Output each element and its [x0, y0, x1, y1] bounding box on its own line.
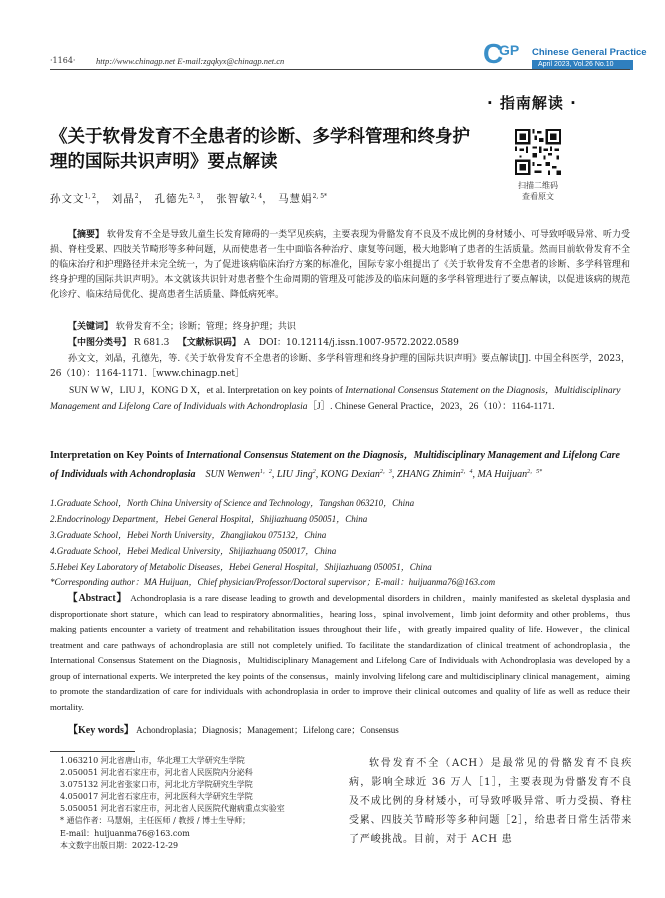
logo-mark-gp: GP — [499, 42, 520, 58]
author-name: 孔德先 — [154, 193, 189, 205]
header-rule — [50, 69, 630, 70]
clc-value: R 681.3 — [133, 338, 170, 348]
citation-en — [50, 384, 630, 415]
footnotes — [50, 755, 340, 852]
citation-en-suffix: ［J］. Chinese General Practice，2023，26（10）：1164-1171. — [307, 401, 555, 412]
english-title-block: Interpretation on Key Points of International Consensus Statement on the Diagnosis，Multidisciplinary Management and Lifelong Care of Individuals with Achondroplasia SUN Wenwen$^{1,2}$, LIU Jing$^2$, KONG Dexian$^{2,3}$, ZHANG Zhimin$^{2,4}$, MA Huijuan$^{2,5*}$ — [50, 450, 620, 480]
keywords-en-text: Achondroplasia；Diagnosis；Management；Lifelong care；Consensus — [136, 725, 399, 735]
doi-text[interactable]: DOI：10.12114/j.issn.1007-9572.2022.0589 — [258, 338, 459, 348]
footnote-line: 1.063210 河北省唐山市，华北理工大学研究生学院 — [60, 756, 245, 765]
en-author: SUN Wenwen — [205, 469, 260, 480]
en-author: ZHANG Zhimin — [396, 469, 461, 480]
en-author-sup: 2，5* — [527, 469, 543, 475]
logo-mark-c: C — [483, 38, 504, 69]
author-sup: 2 — [134, 193, 139, 200]
en-author-sup: 1，2 — [259, 469, 272, 475]
author-name: 孙文文 — [50, 193, 85, 205]
author-name: 马慧娟 — [278, 193, 313, 205]
article-title: 《关于软骨发育不全患者的诊断、多学科管理和终身护理的国际共识声明》要点解读 — [50, 127, 470, 172]
journal-issue: April 2023, Vol.26 No.10 — [532, 60, 633, 70]
affiliation-2: 2.Endocrinology Department，Hebei General Hospital，Shijiazhuang 050051，China — [50, 514, 368, 524]
author-sup: 2, 5* — [312, 193, 328, 200]
keywords-en-label: 【Key words】 — [68, 725, 134, 736]
keywords-cn-label: 【关键词】 — [68, 322, 114, 332]
en-title-lead: Interpretation on Key Points of — [50, 450, 187, 461]
keywords-cn — [50, 320, 630, 335]
abstract-en-label: 【Abstract】 — [67, 593, 128, 604]
body-paragraph: 软骨发育不全（ACH）是最常见的骨骼发育不良疾病，影响全球近 36 万人［1］，主要表现为骨骼发育不良及不成比例的身材矮小，可导致呼吸异常、听力受损、脊柱受累、四肢关节畸形等多种问题［2］，给患者日常生活带来了严峻挑战。目前，对于 ACH 患 — [349, 758, 632, 845]
corresponding-author: *Corresponding author：MA Huijuan，Chief physician/Professor/Doctoral supervisor；E-mail：huijuanma76@163.com — [50, 577, 496, 587]
en-author-sup: 2 — [312, 469, 316, 475]
abstract-cn — [50, 228, 630, 303]
en-author: MA Huijuan — [477, 469, 528, 480]
affiliation-3: 3.Graduate School，Hebei North University，Zhangjiakou 075132，China — [50, 530, 327, 540]
affiliation-4: 4.Graduate School，Hebei Medical University，Shijiazhuang 050017，China — [50, 546, 337, 556]
abstract-cn-text: 软骨发育不全是导致儿童生长发育障碍的一类罕见疾病，主要表现为骨骼发育不良及不成比例的身材矮小、可导致呼吸异常、听力受损、脊柱受累、四肢关节畸形等多种问题，从而使患者一生中面临各种治疗、康复等问题，极大地影响了患者的生活质量。然而目前软骨发育不全的临床治疗和护理路径并未完全统一，为了促进该病临床治疗方案的标准化，国际专家小组提出了《关于软骨发育不全患者的诊断、多学科管理和终身护理的国际共识声明》。本文就该共识针对患者整个生命周期的管理及可能涉及的临床问题的多学科管理进行了要点解读，以促进该病的规范化诊疗、临床结局优化、提高患者生活质量、降低病死率。 — [50, 230, 630, 300]
en-author-sup: 2，3 — [379, 469, 392, 475]
qr-caption-line-1: 扫描二维码 — [518, 181, 558, 190]
en-author-sup: 2，4 — [460, 469, 473, 475]
author-name: 张智敏 — [216, 193, 251, 205]
footnote-line: E-mail：huijuanma76@163.com — [60, 828, 190, 838]
keywords-cn-text: 软骨发育不全；诊断；管理；终身护理；共识 — [115, 322, 296, 332]
journal-url: http://www.chinagp.net E-mail:zgqkyx@chinagp.net.cn — [96, 56, 285, 66]
footnote-line: 2.050051 河北省石家庄市，河北省人民医院内分泌科 — [60, 768, 253, 778]
en-author: LIU Jing — [276, 469, 313, 480]
footnote-rule — [50, 751, 135, 752]
author-sup: 1, 2 — [84, 193, 96, 200]
affiliation-5: 5.Hebei Key Laboratory of Metabolic Diseases，Hebei General Hospital，Shijiazhuang 050051，China — [50, 562, 432, 572]
citation-en-title: International Consensus Statement on the Diagnosis，Multidisciplinary Management and Lifelong Care of Individuals with Achondroplasia — [50, 386, 621, 412]
abstract-en — [50, 591, 630, 715]
footnote-line: 本文数字出版日期：2022-12-29 — [60, 840, 179, 850]
qr-caption-line-2: 查看原文 — [522, 192, 554, 201]
doc-code-value: A — [243, 338, 251, 348]
citation-cn: 孙文文，刘晶，孔德先，等.《关于软骨发育不全患者的诊断、多学科管理和终身护理的国际共识声明》要点解读[J]. 中国全科医学，2023，26（10）：1164-1171.［www.chinagp.net］ — [50, 354, 630, 379]
qr-code-icon[interactable] — [515, 129, 561, 175]
section-tag: · 指南解读 · — [487, 94, 577, 112]
author-sup: 2, 4 — [250, 193, 263, 200]
footnote-line: 3.075132 河北省张家口市，河北北方学院研究生学院 — [60, 780, 253, 790]
author-sup: 2, 3 — [188, 193, 201, 200]
classification-line — [50, 336, 630, 351]
author-name: 刘晶 — [111, 193, 135, 205]
author-list: 孙文文$^{1, 2}$， 刘晶$^2$， 孔德先$^{2, 3}$， 张智敏$^{2, 4}$， 马慧娟$^{2, 5*}$ — [50, 193, 328, 205]
affiliation-1: 1.Graduate School，North China University of Science and Technology，Tangshan 063210，China — [50, 498, 415, 508]
en-title-italic: International Consensus Statement on the Diagnosis，Multidisciplinary Management and Lifelong Care of Individuals with Achondroplasia — [50, 450, 620, 480]
keywords-en — [50, 723, 630, 739]
abstract-cn-label: 【摘要】 — [68, 230, 105, 240]
qr-caption — [500, 180, 576, 202]
doc-code-label: 【文献标识码】 — [177, 338, 241, 348]
clc-label: 【中图分类号】 — [68, 338, 132, 348]
journal-name: Chinese General Practice — [532, 47, 647, 58]
journal-logo — [483, 38, 647, 70]
citation-en-prefix: SUN W W，LIU J，KONG D X，et al. Interpretation on key points of — [69, 386, 346, 396]
en-author: KONG Dexian — [320, 469, 380, 480]
page-number: ·1164· — [50, 56, 76, 65]
footnote-line: 4.050017 河北省石家庄市，河北医科大学研究生学院 — [60, 792, 253, 802]
abstract-en-text: Achondroplasia is a rare disease leading to growth and developmental disorders in children，mainly manifested as skeletal dysplasia and disproportionate short stature，which can lead to respiratory abnormalities，hearing loss，spinal involvement，limb joint deformity and other problems，thus making patients encounter a variety of treatment and rehabilitation issues throughout their life，with greatly impaired quality of life. However，the clinical treatment and care pathways of achondroplasia are still not completely unified. To facilitate the standardization of clinical treatment of achondroplasia，the International Consensus Statement on the Diagnosis，Multidisciplinary Management and Lifelong Care of Individuals with Achondroplasia was developed by a group of international experts. We interpreted the key points of the consensus，mainly involving lifelong care and multidisciplinary clinical management，aiming to promote the standardization of care for individuals with achondroplasia in order to improve their clinical outcomes and quality of life as well as reduce their mortality. — [50, 593, 630, 712]
footnote-line: * 通信作者：马慧娟，主任医师 / 教授 / 博士生导师； — [60, 816, 251, 826]
footnote-line: 5.050051 河北省石家庄市，河北省人民医院代谢病重点实验室 — [60, 804, 285, 814]
